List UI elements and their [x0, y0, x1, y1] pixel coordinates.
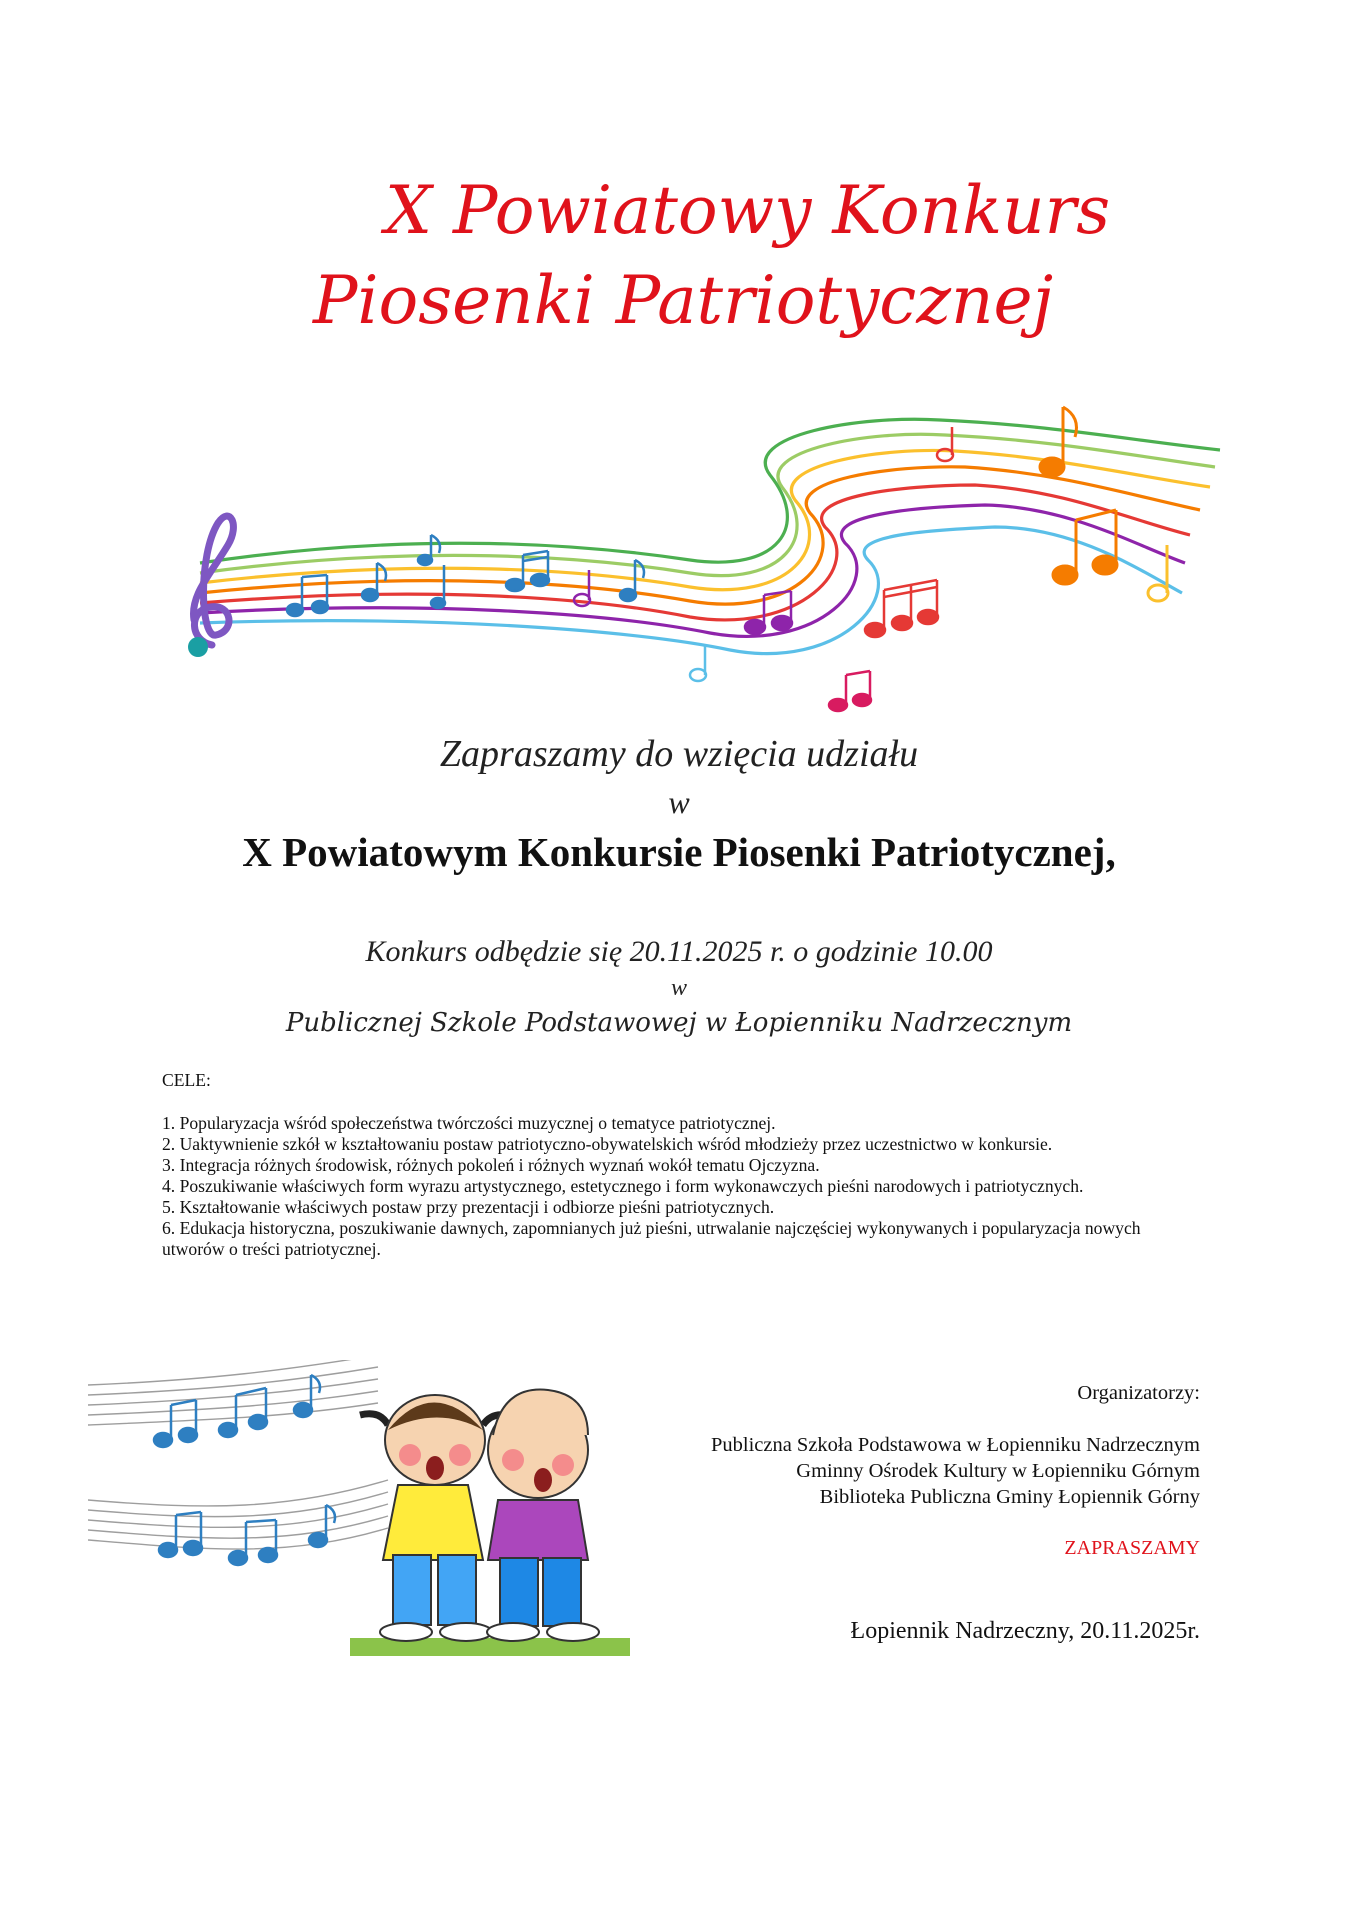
invite-caption: ZAPRASZAMY: [1064, 1537, 1200, 1559]
note: [219, 1423, 237, 1437]
organizers-heading: Organizatorzy:: [1077, 1382, 1200, 1404]
notes-group: [287, 407, 1168, 711]
note: [312, 601, 328, 613]
note: [918, 610, 938, 624]
note: [620, 589, 636, 601]
organizer-item: Biblioteka Publiczna Gminy Łopiennik Górny: [819, 1486, 1200, 1508]
staff-lines-gray: [88, 1360, 388, 1549]
note: [249, 1415, 267, 1429]
note: [1093, 556, 1117, 574]
goal-item: 2. Uaktywnienie szkół w kształtowaniu postaw patriotyczno-obywatelskich wśród młodzieży przez uczestnictwo w konkursie.: [162, 1134, 1053, 1154]
music-staff-illustration: [170, 395, 1230, 725]
note: [865, 623, 885, 637]
note: [506, 579, 524, 591]
note: [294, 1403, 312, 1417]
note: [772, 616, 792, 630]
invitation-w-2: w: [670, 975, 687, 1001]
note: [1148, 585, 1168, 601]
organizer-item: Publiczna Szkoła Podstawowa w Łopienniku Nadrzecznym: [710, 1434, 1200, 1456]
organizer-item: Gminny Ośrodek Kultury w Łopienniku Górnym: [796, 1460, 1200, 1482]
poster-title-line-2: Piosenki Patriotycznej: [313, 262, 1054, 339]
staff-lines: [200, 419, 1220, 653]
goals-section: [162, 1070, 1142, 1260]
note: [154, 1433, 172, 1447]
note: [745, 620, 765, 634]
grass-strip: [350, 1638, 630, 1656]
boy-figure: [487, 1390, 599, 1641]
organizers-list: [711, 1432, 1200, 1510]
goal-item: 1. Popularyzacja wśród społeczeństwa twórczości muzycznej o tematyce patriotycznej.: [162, 1113, 776, 1133]
note: [229, 1551, 247, 1565]
contest-date-line: Konkurs odbędzie się 20.11.2025 r. o godzinie 10.00: [365, 935, 993, 968]
note: [159, 1543, 177, 1557]
goals-heading: CELE:: [162, 1070, 211, 1090]
note: [531, 574, 549, 586]
staff-line: [200, 485, 1190, 620]
note: [1040, 458, 1064, 476]
note: [362, 589, 378, 601]
note: [259, 1548, 277, 1562]
invitation-w-1: w: [668, 784, 690, 820]
note: [184, 1541, 202, 1555]
note: [829, 699, 847, 711]
goal-item: 3. Integracja różnych środowisk, różnych pokoleń i różnych wyznań wokół tematu Ojczyzna.: [162, 1155, 820, 1175]
staff-line: [200, 467, 1200, 604]
staff-line: [200, 419, 1220, 563]
treble-clef-icon: [188, 516, 233, 657]
note: [1053, 566, 1077, 584]
place-and-date: Łopiennik Nadrzeczny, 20.11.2025r.: [850, 1618, 1200, 1644]
contest-name: X Powiatowym Konkursie Piosenki Patriotycznej,: [242, 829, 1116, 875]
goal-item: 5. Kształtowanie właściwych postaw przy prezentacji i odbiorze pieśni patriotycznych.: [162, 1197, 775, 1217]
note: [690, 669, 706, 681]
goal-item: 6. Edukacja historyczna, poszukiwanie dawnych, zapomnianych już pieśni, utrwalanie najczęściej wykonywanych i popularyzacja nowych utworów o treści patriotycznej.: [162, 1218, 1141, 1259]
note: [892, 616, 912, 630]
goal-item: 4. Poszukiwanie właściwych form wyrazu artystycznego, estetycznego i form wykonawczych pieśni narodowych i patriotycznych.: [162, 1176, 1084, 1196]
invitation-line: Zapraszamy do wzięcia udziału: [439, 733, 919, 775]
note: [309, 1533, 327, 1547]
venue-line: Publicznej Szkole Podstawowej w Łopienniku Nadrzecznym: [285, 1008, 1073, 1038]
poster-title-line-1: X Powiatowy Konkurs: [385, 172, 1111, 249]
note: [853, 694, 871, 706]
singing-children-illustration: [88, 1360, 633, 1660]
note: [287, 604, 303, 616]
note: [179, 1428, 197, 1442]
